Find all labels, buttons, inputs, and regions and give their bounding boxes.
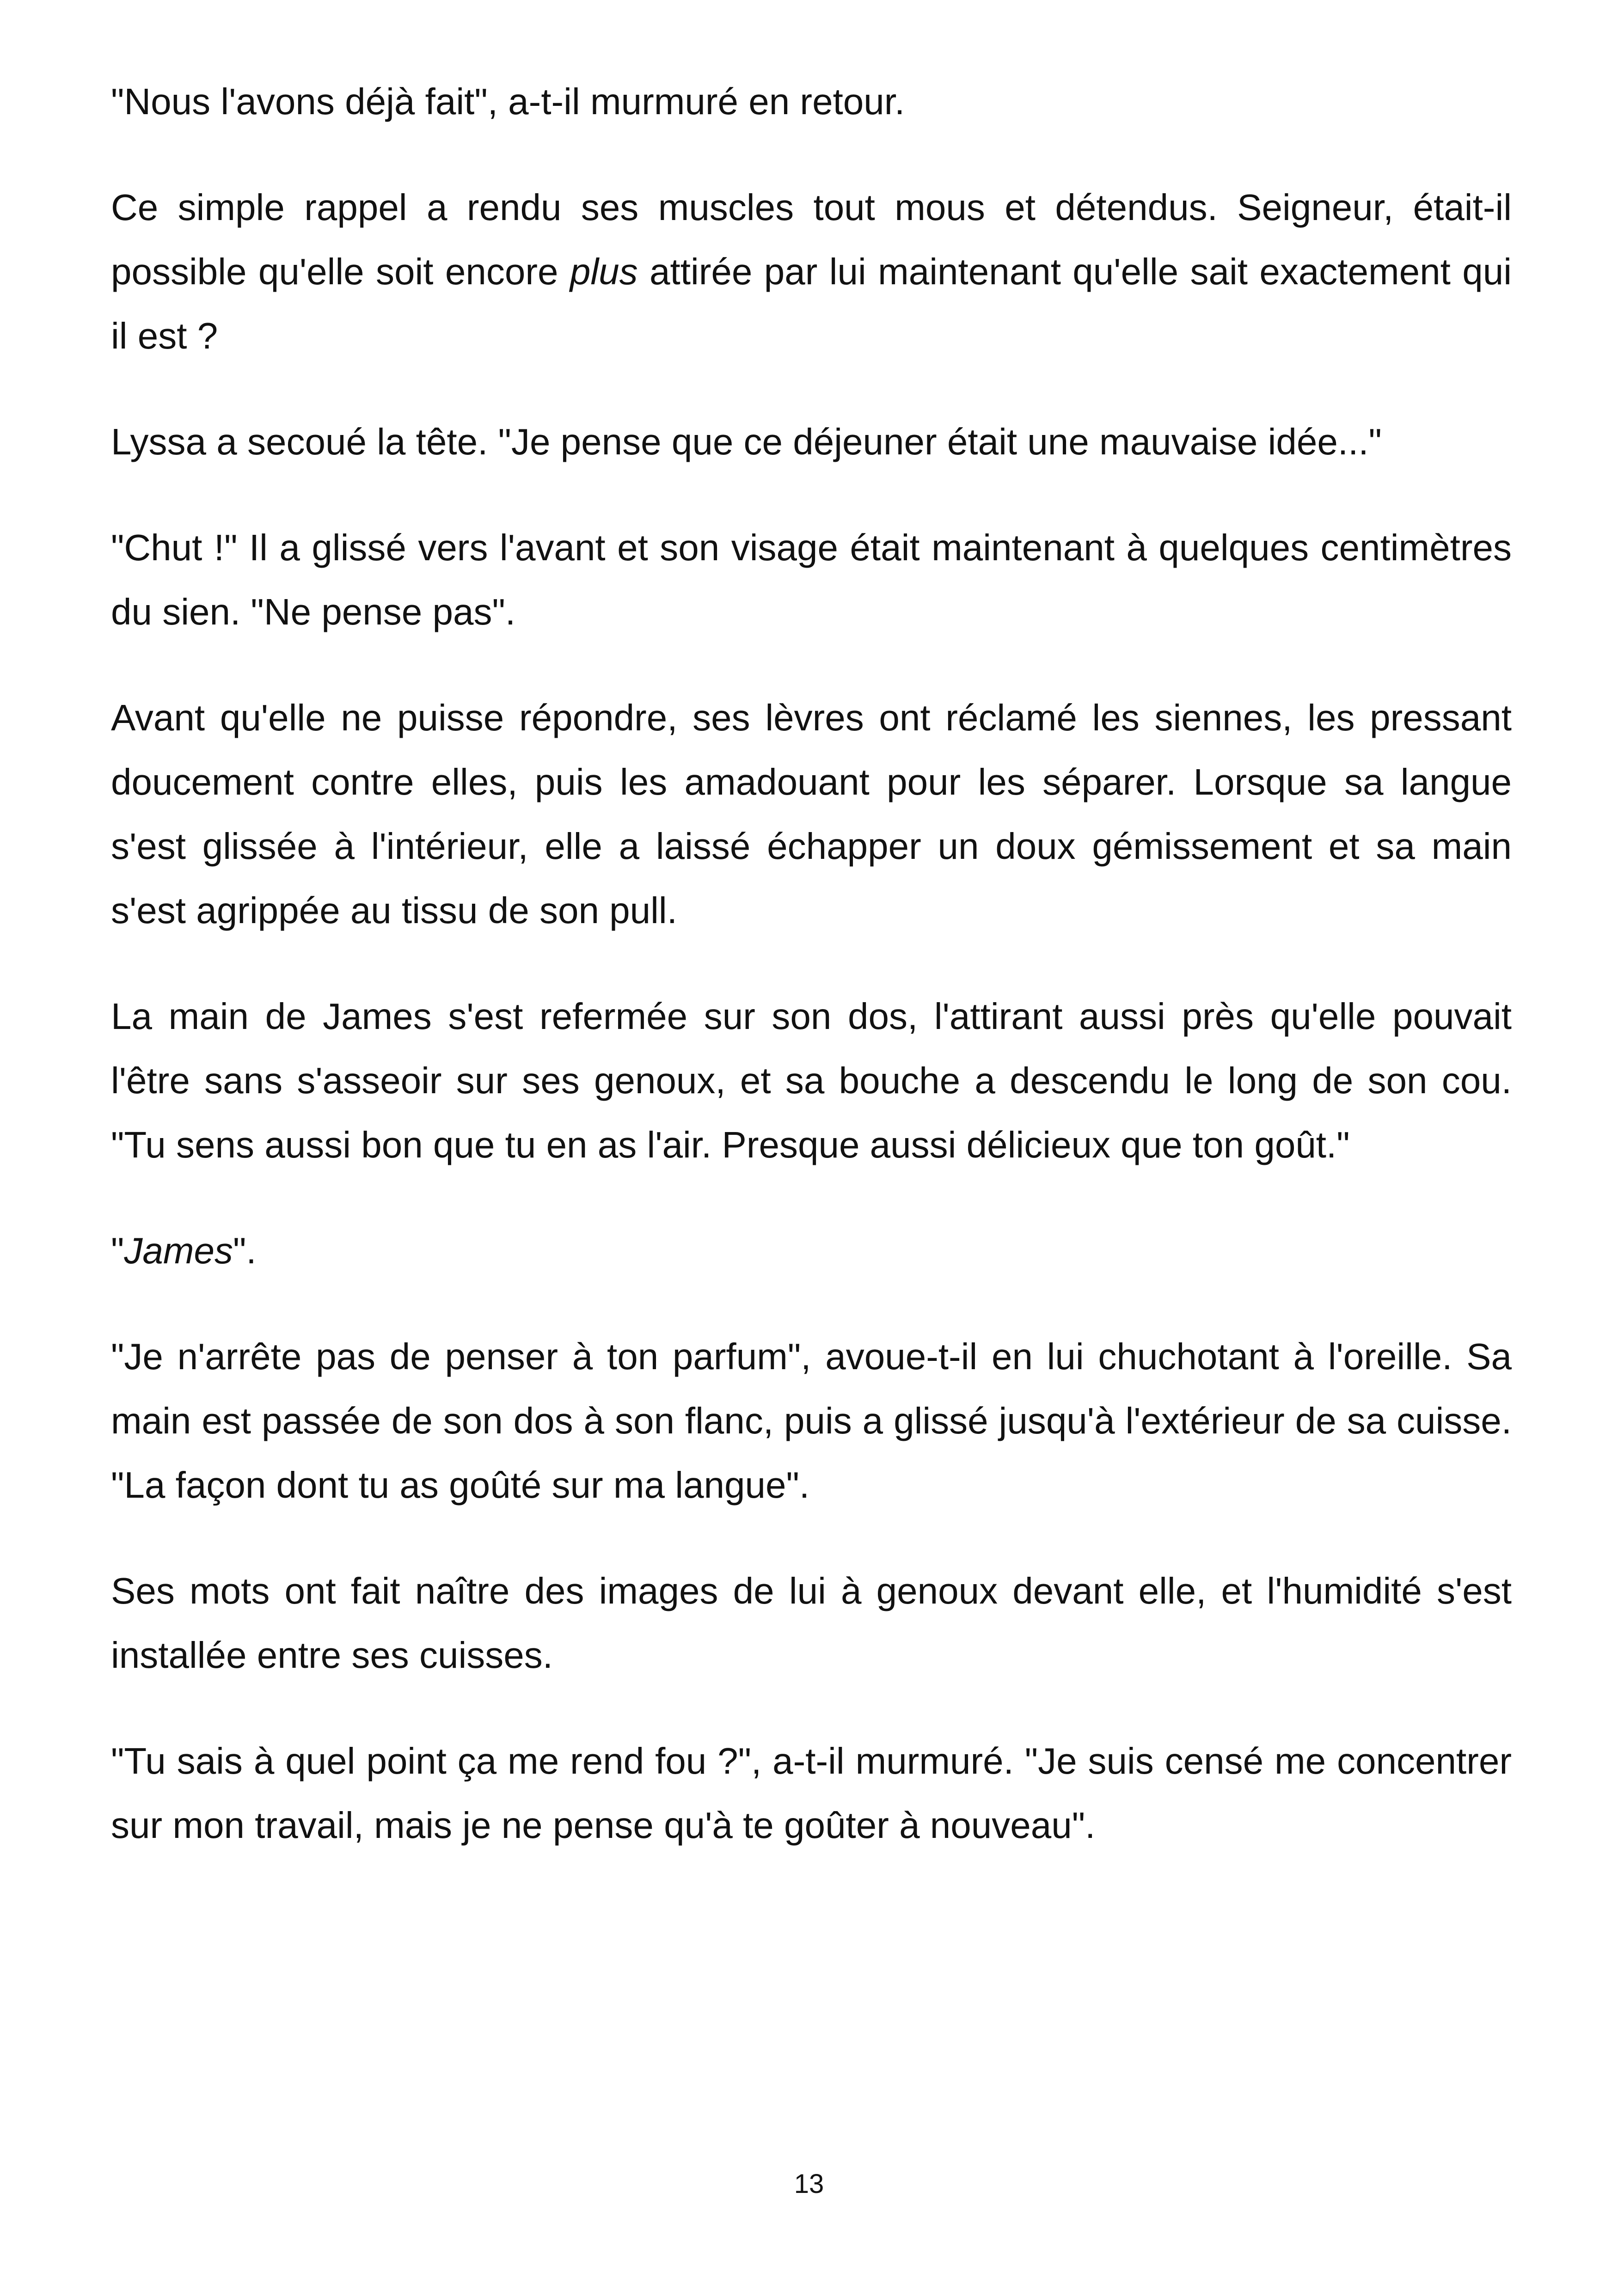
text-segment: Avant qu'elle ne puisse répondre, ses lèvres ont réclamé les siennes, les pressant doucement contre elles, puis les amadouant pour les séparer. Lorsque sa langue s'est glissée à l'intérieur, elle a laissé échapper un doux gémissement et sa main s'est agrippée au tissu de son pull.: [111, 697, 1512, 931]
paragraph: [111, 69, 1512, 134]
text-segment: "Tu sais à quel point ça me rend fou ?", a-t-il murmuré. "Je suis censé me concentrer sur mon travail, mais je ne pense qu'à te goûter à nouveau".: [111, 1740, 1512, 1846]
paragraph: [111, 175, 1512, 368]
paragraph: [111, 410, 1512, 474]
text-segment: Lyssa a secoué la tête. "Je pense que ce déjeuner était une mauvaise idée...": [111, 421, 1382, 462]
text-segment: attirée par lui maintenant qu'elle sait exactement qui il est ?: [111, 251, 1512, 356]
text-segment: "Chut !" Il a glissé vers l'avant et son visage était maintenant à quelques centimètres du sien. "Ne pense pas".: [111, 527, 1512, 632]
italic-text: James: [124, 1230, 233, 1271]
text-segment: La main de James s'est refermée sur son dos, l'attirant aussi près qu'elle pouvait l'être sans s'asseoir sur ses genoux, et sa bouche a descendu le long de son cou. "Tu sens aussi bon que tu en as l'air. Presque aussi délicieux que ton goût.": [111, 996, 1512, 1165]
page-number: 13: [794, 2169, 824, 2199]
paragraph: [111, 1729, 1512, 1857]
italic-text: plus: [570, 251, 638, 292]
paragraph: [111, 1324, 1512, 1517]
paragraph: [111, 1559, 1512, 1687]
text-segment: "Nous l'avons déjà fait", a-t-il murmuré en retour.: [111, 81, 905, 122]
text-segment: ": [111, 1230, 124, 1271]
paragraph: [111, 515, 1512, 644]
paragraph: [111, 1218, 1512, 1283]
text-segment: ".: [233, 1230, 257, 1271]
paragraph: [111, 686, 1512, 943]
body-text: [111, 69, 1512, 1899]
text-segment: Ce simple rappel a rendu ses muscles tout mous et détendus. Seigneur, était-il possible qu'elle soit encore: [111, 187, 1512, 292]
paragraph: [111, 984, 1512, 1177]
text-segment: Ses mots ont fait naître des images de lui à genoux devant elle, et l'humidité s'est installée entre ses cuisses.: [111, 1570, 1512, 1676]
text-segment: "Je n'arrête pas de penser à ton parfum", avoue-t-il en lui chuchotant à l'oreille. Sa main est passée de son dos à son flanc, puis a glissé jusqu'à l'extérieur de sa cuisse. "La façon dont tu as goûté sur ma langue".: [111, 1336, 1512, 1506]
